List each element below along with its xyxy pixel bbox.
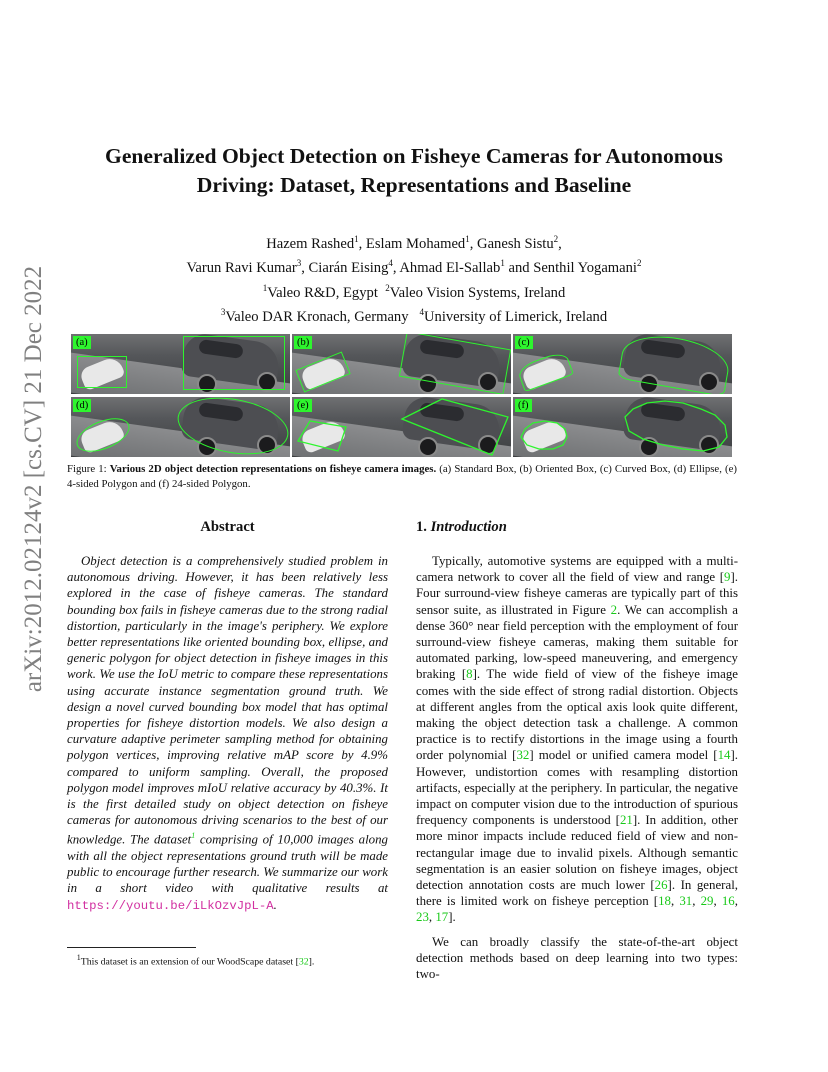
figure-caption (67, 462, 737, 492)
affil-mark: 4 (419, 307, 424, 318)
author-block (40, 230, 788, 327)
detection-box (183, 336, 285, 390)
author-name: and Senthil Yogamani (504, 260, 637, 277)
intro-text: , (713, 894, 722, 909)
affil-mark: 3 (296, 258, 302, 269)
section-number: 1. (416, 519, 431, 535)
affil-mark: 2 (553, 234, 559, 244)
citation-link[interactable]: 32 (516, 748, 530, 763)
caption-prefix: Figure 1: (67, 463, 110, 475)
affiliation: Valeo DAR Kronach, Germany (225, 308, 409, 325)
figure-panel-a (71, 334, 290, 394)
footnote (67, 951, 388, 968)
citation-link[interactable]: 16 (721, 894, 735, 909)
affiliation: University of Limerick, Ireland (423, 308, 608, 325)
author-name: , Ciarán Eising (301, 260, 389, 277)
panel-label: (d) (73, 399, 91, 412)
abstract-text (67, 553, 388, 914)
affil-mark: 2 (636, 258, 642, 269)
intro-text: Typically, automotive systems are equipped with a multi-camera network to cover all the field of view and range [ (416, 554, 738, 585)
intro-text: . We can accomplish a dense 360° near field perception with the employment of four surround-view fisheye cameras, making them suitable for automated parking, low-speed maneuvering, and emergency braking [ (416, 602, 738, 682)
intro-text: ] model or unified camera model [ (529, 748, 718, 763)
citation-link[interactable]: 23 (416, 910, 429, 925)
figure-1 (71, 334, 733, 460)
intro-text: ]. However, undistortion comes with resampling distortion artifacts, especially at the periphery. In particular, the negative impact on computer vision due to the introduction of spurious frequency components is understood [ (416, 748, 738, 828)
citation-link[interactable]: 17 (435, 910, 449, 925)
citation-link[interactable]: 8 (466, 667, 473, 682)
caption-bold: Various 2D object detection representations on fisheye camera images. (109, 463, 437, 475)
intro-text: , (671, 894, 680, 909)
figure-panel-d (71, 397, 290, 457)
title-line-1: Generalized Object Detection on Fisheye Cameras for Autonomous (105, 144, 723, 168)
caption-rest: (a) Standard Box, (b) Oriented Box, (c) Curved Box, (d) Ellipse, (e) 4-sided Polygon and (f) 24-sided Polygon. (67, 463, 737, 491)
citation-link[interactable]: 29 (700, 894, 714, 909)
polygon-overlay (292, 397, 511, 457)
intro-text: , (692, 894, 701, 909)
citation-link[interactable]: 2 (610, 602, 618, 617)
author-name: , Ganesh Sistu (469, 235, 554, 252)
citation-link[interactable]: 9 (724, 570, 731, 585)
polygon-overlay (513, 397, 732, 457)
affil-mark: 1 (262, 282, 268, 293)
author-name: Varun Ravi Kumar (186, 260, 297, 277)
abstract-heading: Abstract (200, 519, 255, 535)
intro-paragraph-1 (416, 553, 738, 926)
arxiv-id: arXiv:2012.02124v2 [cs.CV] 21 Dec 2022 (20, 265, 47, 693)
intro-text: , (734, 894, 738, 909)
author-line-2 (40, 254, 788, 278)
citation-link[interactable]: 18 (658, 894, 671, 909)
citation-link[interactable]: 26 (654, 878, 668, 893)
citation-link[interactable]: 31 (679, 894, 693, 909)
affiliation: Valeo Vision Systems, Ireland (389, 284, 566, 301)
video-link[interactable]: https://youtu.be/iLkOzvJpL-A (67, 898, 274, 913)
panel-label: (c) (515, 336, 533, 349)
intro-paragraph-2: We can broadly classify the state-of-the-art object detection methods based on deep learning into two types: two- (416, 935, 738, 982)
abstract-body-cont: comprising of 10,000 images along with all the object representations ground truth will be made public to encourage further research. We summarize our work in a short video with qualitative results at (67, 832, 388, 896)
figure-panel-b (292, 334, 511, 394)
figure-panel-c (513, 334, 732, 394)
affiliation: Valeo R&D, Egypt (267, 284, 378, 301)
author-name: , Eslam Mohamed (358, 235, 466, 252)
intro-text: ]. Four surround-view fisheye cameras are typically part of this sensor suite, as illustrated in Figure (416, 570, 738, 617)
affil-mark: 1 (354, 234, 359, 244)
intro-heading (416, 519, 507, 536)
footnote-text: This dataset is an extension of our WoodScape dataset [ (80, 956, 299, 968)
citation-link[interactable]: 14 (717, 748, 731, 763)
section-title: Introduction (430, 519, 507, 535)
panel-label: (b) (294, 336, 312, 349)
affil-mark: 2 (385, 282, 390, 293)
intro-text: ]. In general, there is limited work on fisheye perception [ (416, 878, 738, 909)
affiliation-line-2 (40, 303, 788, 327)
intro-text: ]. (448, 910, 456, 925)
author-name: , Ahmad El-Sallab (392, 260, 501, 277)
abstract-end: . (273, 897, 277, 912)
figure-panel-e (292, 397, 511, 457)
footnote-number: 1 (76, 953, 81, 962)
affiliation-line-1 (40, 279, 788, 303)
intro-text: , (428, 910, 436, 925)
footnote-end: ]. (308, 956, 315, 968)
affil-mark: 4 (388, 258, 393, 269)
paper-title (40, 142, 788, 200)
citation-link[interactable]: 32 (298, 956, 309, 968)
author-sep: , (558, 235, 562, 252)
author-line-1 (40, 230, 788, 254)
panel-label: (a) (73, 336, 91, 349)
detection-box (77, 356, 127, 388)
figure-row-bottom (71, 397, 733, 457)
footnote-rule (67, 947, 196, 948)
author-name: Hazem Rashed (266, 235, 355, 252)
affil-mark: 3 (220, 307, 226, 318)
citation-link[interactable]: 21 (619, 813, 633, 828)
figure-row-top (71, 334, 733, 394)
affil-mark: 1 (465, 234, 470, 244)
footnote-mark[interactable]: 1 (191, 831, 196, 841)
panel-label: (e) (294, 399, 312, 412)
panel-label: (f) (515, 399, 532, 412)
affil-mark: 1 (500, 258, 505, 269)
intro-text: ]. The wide field of view of the fisheye image comes with the side effect of strong radial distortion. Objects at different angles from the optical axis look quite different, making the object detection task a challenge. A common practice is to rectify distortions in the image using a fourth order polynomial [ (416, 667, 738, 763)
arxiv-stamp (4, 265, 64, 693)
title-line-2: Driving: Dataset, Representations and Baseline (196, 173, 632, 197)
abstract-body: Object detection is a comprehensively studied problem in autonomous driving. However, it has been relatively less explored in the case of fisheye cameras. The standard bounding box fails in fisheye cameras due to the strong radial distortion, particularly in the image's periphery. We explore better representations like oriented bounding box, ellipse, and generic polygon for object detection in fisheye images in this work. We use the IoU metric to compare these representations using accurate instance segmentation ground truth. We design a novel curved bounding box model that has optimal properties for fisheye distortion models. We also design a curvature adaptive perimeter sampling method for obtaining polygon vertices, improving relative mAP score by 4.9% compared to uniform sampling. Overall, the proposed polygon model improves mIoU relative accuracy by 40.3%. It is the first detailed study on object detection on fisheye cameras for autonomous driving scenarios to the best of our knowledge. The dataset (67, 554, 388, 847)
intro-text: ]. In addition, other more minor impacts include reduced field of view and non-rectangular image due to invalid pixels. Although semantic segmentation is an easier solution on fisheye images, object detection annotation costs are much lower [ (416, 813, 738, 893)
figure-panel-f (513, 397, 732, 457)
